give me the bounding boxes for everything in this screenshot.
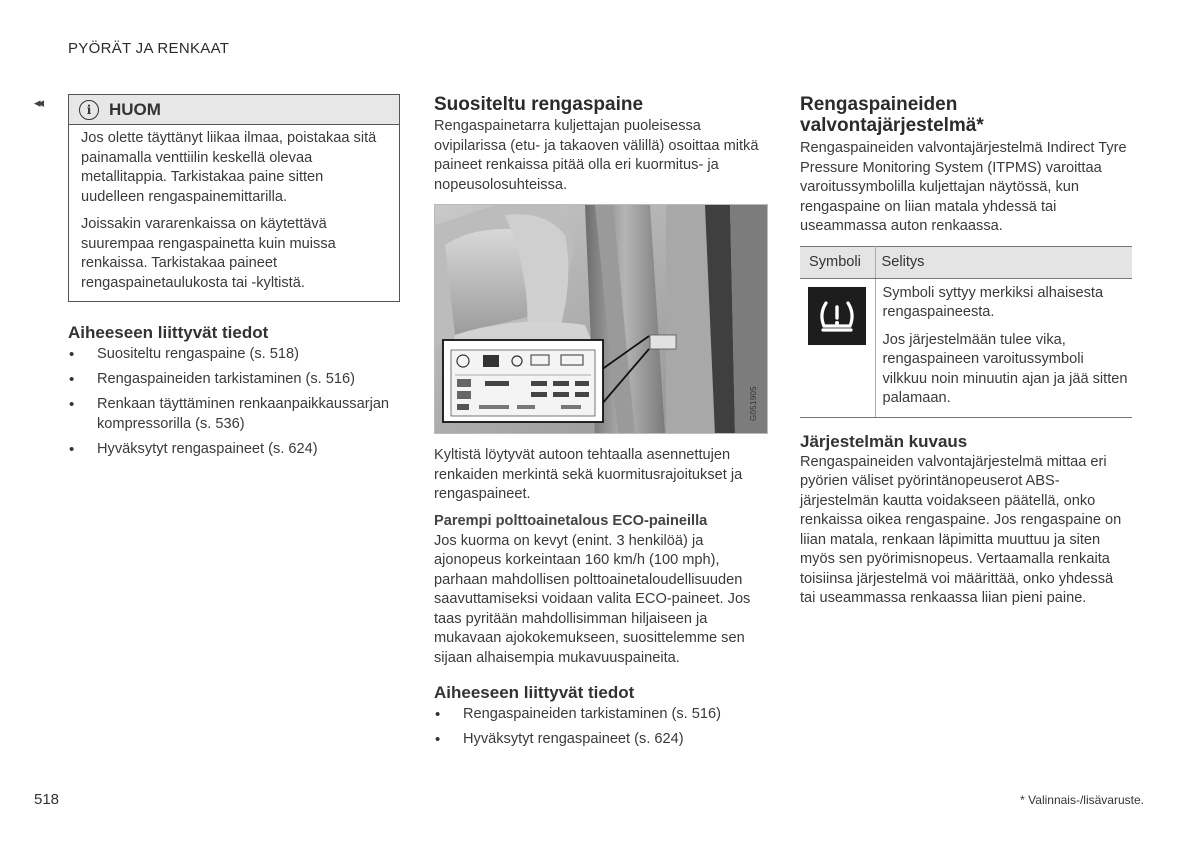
system-description-text: Rengaspaineiden valvontajärjestelmä mittaa eri pyörien väliset pyörintänopeuserot ABS-järjestelmän kautta voidakseen päätellä, onko renkaissa oikea rengaspaine. Jos rengaspaine on liian matala, renkaan läpimitta muuttuu ja siten myös sen pyörimisnopeus. Vertaamalla renkaita toisiinsa järjestelmä voi määrittää, onko yhdessä tai useammassa renkaassa liian pieni paine. bbox=[800, 453, 1122, 606]
photo-caption: Kyltistä löytyvät autoon tehtaalla asennettujen renkaiden merkintä sekä kuormitusrajoitukset ja rengaspaineet. bbox=[434, 447, 743, 502]
related-heading: Aiheeseen liittyvät tiedot bbox=[434, 683, 635, 702]
description-cell bbox=[875, 278, 1132, 417]
note-paragraph: Joissakin vararenkaissa on käytettävä suurempaa rengaspainetta kuin muissa renkaissa. Tarkistakaa paineet rengaspainetaulukosta tai -kyltistä. bbox=[81, 216, 336, 291]
eco-heading: Parempi polttoainetalous ECO-paineilla bbox=[434, 512, 708, 529]
page-header-title: PYÖRÄT JA RENKAAT bbox=[68, 40, 230, 57]
note-title: HUOM bbox=[109, 99, 161, 119]
related-link[interactable]: • Rengaspaineiden tarkistaminen (s. 516) bbox=[68, 370, 400, 390]
note-header bbox=[69, 95, 399, 125]
middle-column bbox=[434, 94, 768, 755]
system-description-heading: Järjestelmän kuvaus bbox=[800, 431, 968, 451]
symbol-cell bbox=[800, 278, 875, 417]
image-reference-id: G051905 bbox=[749, 385, 758, 421]
recommended-intro: Rengaspainetarra kuljettajan puoleisessa ovipilarissa (etu- ja takaoven välillä) osoittaa mitkä paineet renkaissa pitää olla eri kuormitus- ja nopeusolosuhteissa. bbox=[434, 118, 759, 193]
footnote: * Valinnais-/lisävaruste. bbox=[1020, 793, 1144, 807]
monitoring-heading: Rengaspaineiden valvontajärjestelmä* bbox=[800, 94, 984, 136]
symbol-fault-description: Jos järjestelmään tulee vika, rengaspaineen varoitussymboli vilkkuu noin minuutin ajan ja jää sitten palamaan. bbox=[882, 331, 1128, 406]
note-box bbox=[68, 94, 400, 302]
recommended-pressure-heading: Suositeltu rengaspaine bbox=[434, 94, 644, 115]
left-column bbox=[68, 94, 400, 465]
related-links-list bbox=[434, 705, 768, 750]
related-link[interactable]: • Suositeltu rengaspaine (s. 518) bbox=[68, 345, 400, 365]
eco-text: Jos kuorma on kevyt (enint. 3 henkilöä) ja ajonopeus korkeintaan 160 km/h (100 mph), parhaan mahdollisen polttoainetaloudellisuuden saavuttamiseksi voidaan valita ECO-paineet. Jos taas pyritään mahdollisimman hiljaiseen ja mukavaan ajokokemukseen, suosittelemme sen sijaan alhaisempia mukavuuspaineita. bbox=[434, 532, 751, 666]
symbol-description: Symboli syttyy merkiksi alhaisesta rengaspaineesta. bbox=[882, 284, 1104, 320]
tire-pressure-warning-icon bbox=[808, 287, 866, 345]
right-column bbox=[800, 94, 1132, 609]
monitoring-intro: Rengaspaineiden valvontajärjestelmä Indirect Tyre Pressure Monitoring System (ITPMS) varoittaa varoitussymbolilla kuljettajan näytössä, kun rengaspaine on liian matala yhdessä tai useammassa auton renkaassa. bbox=[800, 140, 1127, 234]
symbol-table bbox=[800, 246, 1132, 418]
related-link[interactable]: • Hyväksytyt rengaspaineet (s. 624) bbox=[68, 440, 400, 460]
related-link[interactable]: • Renkaan täyttäminen renkaanpaikkaussarjan kompressorilla (s. 536) bbox=[68, 395, 400, 434]
table-row bbox=[800, 278, 1132, 417]
related-link[interactable]: • Rengaspaineiden tarkistaminen (s. 516) bbox=[434, 705, 768, 725]
note-paragraph: Jos olette täyttänyt liikaa ilmaa, poistakaa sitä painamalla venttiilin keskellä olevaa metallitappia. Tarkistakaa paine sitten uudelleen rengaspainemittarilla. bbox=[81, 130, 377, 205]
symbol-column-header: Symboli bbox=[800, 246, 875, 278]
related-links-list bbox=[68, 345, 400, 459]
car-interior-illustration bbox=[435, 205, 768, 434]
page-number: 518 bbox=[34, 791, 60, 808]
related-link[interactable]: • Hyväksytyt rengaspaineet (s. 624) bbox=[434, 730, 768, 750]
note-body bbox=[69, 125, 399, 301]
description-column-header: Selitys bbox=[875, 246, 1132, 278]
door-pillar-photo bbox=[434, 204, 768, 434]
back-arrows-icon[interactable]: ◂◂ bbox=[34, 95, 42, 110]
related-heading: Aiheeseen liittyvät tiedot bbox=[68, 323, 269, 342]
info-icon: i bbox=[79, 100, 99, 120]
